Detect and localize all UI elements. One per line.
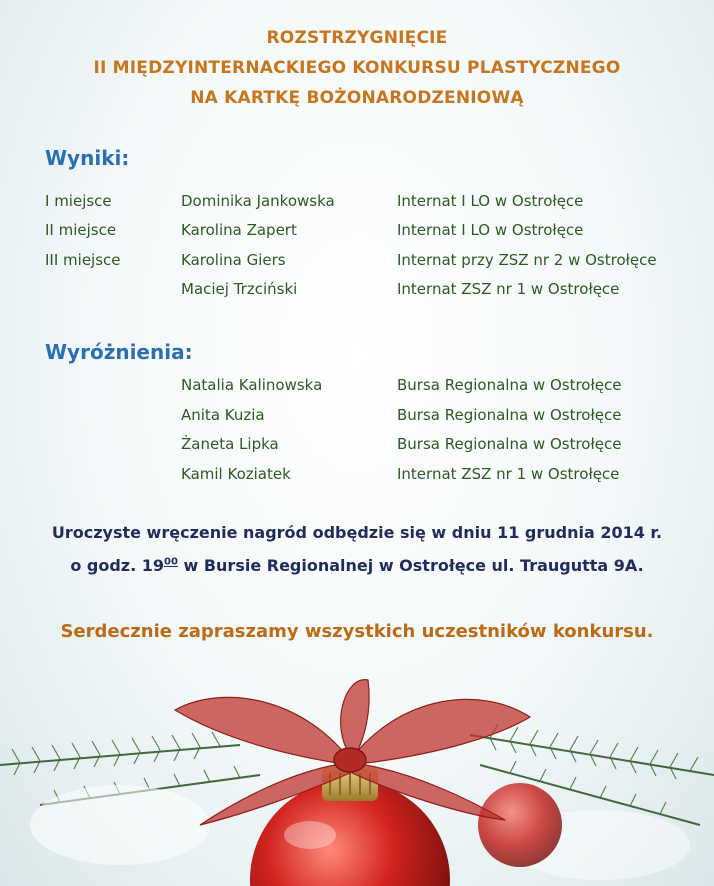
honor-row [0,435,714,457]
honor-row [0,376,714,398]
honoree-name: Natalia Kalinowska [181,376,323,394]
results-heading: Wyniki: [45,146,130,170]
ceremony-time: o godz. 19 [70,556,164,575]
winner-name: Karolina Giers [181,251,286,269]
title-line-1: ROZSTRZYGNIĘCIE [266,28,448,48]
christmas-bauble-ribbon-icon [0,655,714,886]
place-label: III miejsce [45,251,121,269]
ceremony-time-minutes: 00 [164,556,178,568]
honors-heading: Wyróżnienia: [45,340,193,364]
winner-school: Internat ZSZ nr 1 w Ostrołęce [397,280,620,298]
place-label: I miejsce [45,192,112,210]
winner-school: Internat przy ZSZ nr 2 w Ostrołęce [397,251,657,269]
winner-school: Internat I LO w Ostrołęce [397,221,584,239]
honoree-school: Bursa Regionalna w Ostrołęce [397,406,622,424]
honoree-name: Kamil Koziatek [181,465,291,483]
honoree-name: Żaneta Lipka [181,435,279,453]
ceremony-line-2 [0,556,714,575]
result-row [0,280,714,302]
honor-row [0,406,714,428]
winner-school: Internat I LO w Ostrołęce [397,192,584,210]
result-row [0,221,714,243]
honoree-school: Bursa Regionalna w Ostrołęce [397,376,622,394]
ceremony-line-1: Uroczyste wręczenie nagród odbędzie się w dniu 11 grudnia 2014 r. [51,523,663,542]
result-row [0,251,714,273]
honoree-school: Internat ZSZ nr 1 w Ostrołęce [397,465,620,483]
winner-name: Maciej Trzciński [181,280,298,298]
honoree-school: Bursa Regionalna w Ostrołęce [397,435,622,453]
title-line-3: NA KARTKĘ BOŻONARODZENIOWĄ [190,88,524,108]
invitation-text: Serdecznie zapraszamy wszystkich uczestników konkursu. [60,621,654,642]
place-label: II miejsce [45,221,117,239]
honoree-name: Anita Kuzia [181,406,265,424]
result-row [0,192,714,214]
winner-name: Dominika Jankowska [181,192,335,210]
winner-name: Karolina Zapert [181,221,297,239]
honor-row [0,465,714,487]
ceremony-place: w Bursie Regionalnej w Ostrołęce ul. Traugutta 9A. [177,556,644,575]
title-line-2: II MIĘDZYINTERNACKIEGO KONKURSU PLASTYCZNEGO [93,58,621,78]
